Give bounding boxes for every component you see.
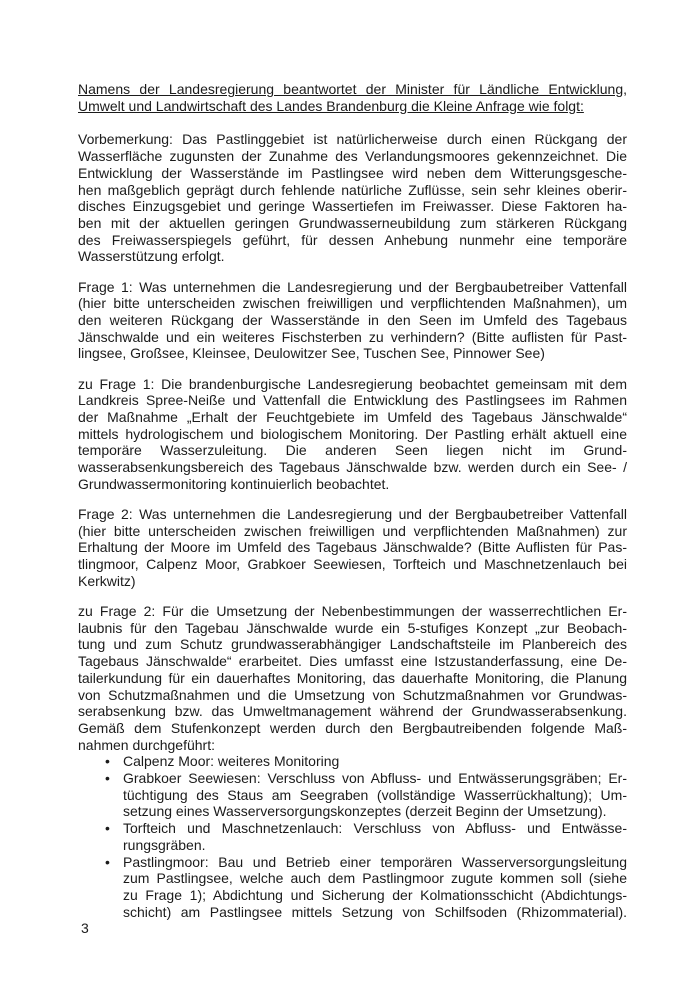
text-line: (hier bitte unterscheiden zwischen freiwilligen und verpflichtenden Maßnahmen) zur [78, 522, 627, 539]
blocks-root [78, 81, 627, 920]
bullet-item [78, 820, 627, 853]
text-line: Grabkoer Seewiesen: Verschluss von Abfluss- und Entwässerungsgräben; Er- [123, 770, 627, 787]
text-line: wasserabsenkungsbereich des Tagebaus Jänschwalde bzw. werden durch ein See- / [78, 459, 627, 476]
text-line: disches Einzugsgebiet und geringe Wassertiefen im Freiwasser. Diese Faktoren ha- [78, 198, 627, 215]
text-line: Pastlingmoor: Bau und Betrieb einer temporären Wasserversorgungsleitung [123, 853, 627, 870]
page-content [78, 81, 627, 920]
text-line: den weiteren Rückgang der Wasserstände in den Seen im Umfeld des Tagebaus [78, 311, 627, 328]
bullet-item [78, 753, 627, 770]
text-line: Tagebaus Jänschwalde“ erarbeitet. Dies umfasst eine Istzustanderfassung, eine De- [78, 653, 627, 670]
text-line: tung und zum Schutz grundwasserabhängiger Landschaftsteile im Planbereich des [78, 636, 627, 653]
text-line: Frage 1: Was unternehmen die Landesregierung und der Bergbaubetreiber Vattenfall [78, 278, 627, 295]
text-line: tlingmoor, Calpenz Moor, Grabkoer Seewiesen, Torfteich und Maschnetzenlauch bei [78, 556, 627, 573]
text-line: von Schutzmaßnahmen und die Umsetzung von Schutzmaßnahmen vor Grundwas- [78, 686, 627, 703]
page-number: 3 [81, 920, 89, 936]
text-line: Entwicklung der Wasserstände im Pastlingsee wird neben dem Witterungsgesche- [78, 164, 627, 181]
text-line: des Freiwasserspiegels geführt, für dessen Anhebung nunmehr eine temporäre [78, 231, 627, 248]
text-line: Wasserfläche zugunsten der Zunahme des Verlandungsmoores gekennzeichnet. Die [78, 148, 627, 165]
bullet-dot-icon: • [105, 820, 110, 837]
text-line: temporäre Wasserzuleitung. Die anderen Seen liegen nicht im Grund- [78, 442, 627, 459]
text-line: laubnis für den Tagebau Jänschwalde wurde ein 5-stufiges Konzept „zur Beobach- [78, 619, 627, 636]
text-line: nahmen durchgeführt: [78, 736, 215, 753]
text-line: zum Pastlingsee, welche auch dem Pastlingmoor zugute kommen soll (siehe [123, 870, 627, 887]
text-line: lingsee, Großsee, Kleinsee, Deulowitzer See, Tuschen See, Pinnower See) [78, 345, 545, 362]
answer-intro-heading [78, 81, 627, 114]
text-line: Gemäß dem Stufenkonzept werden durch den Bergbautreibenden folgende Maß- [78, 719, 627, 736]
text-line: Jänschwalde und ein weiteres Fischsterben zu verhindern? (Bitte auflisten für Past- [78, 328, 627, 345]
text-line: zu Frage 1); Abdichtung und Sicherung der Kolmationsschicht (Abdichtungs- [123, 886, 627, 903]
frage-2-paragraph [78, 506, 627, 590]
bullet-dot-icon: • [105, 853, 110, 870]
text-line: serabsenkung bzw. das Umweltmanagement während der Grundwasserabsenkung. [78, 703, 627, 720]
text-line: der Maßnahme „Erhalt der Feuchtgebiete im Umfeld des Tagebaus Jänschwalde“ [78, 408, 627, 425]
bullet-dot-icon: • [105, 753, 110, 770]
text-line: Umwelt und Landwirtschaft des Landes Brandenburg die Kleine Anfrage wie folgt: [78, 97, 584, 114]
text-line: tüchtigung des Staus am Seegraben (vollständige Wasserrückhaltung); Um- [123, 786, 627, 803]
vorbemerkung-paragraph [78, 131, 627, 265]
text-line: zu Frage 2: Für die Umsetzung der Nebenbestimmungen der wasserrechtlichen Er- [78, 602, 627, 619]
text-line: Kerkwitz) [78, 572, 136, 589]
text-line: ben mit der aktuellen geringen Grundwasserneubildung zum stärkeren Rückgang [78, 214, 627, 231]
text-line: Calpenz Moor: weiteres Monitoring [123, 753, 340, 770]
frage-1-paragraph [78, 279, 627, 363]
text-line: schicht) am Pastlingsee mittels Setzung von Schilfsoden (Rhizommaterial). [123, 903, 627, 920]
text-line: rungsgräben. [123, 836, 206, 853]
text-line: Grundwassermonitoring kontinuierlich beobachtet. [78, 475, 390, 492]
text-line: Vorbemerkung: Das Pastlinggebiet ist natürlicherweise durch einen Rückgang der [78, 131, 627, 148]
antwort-frage-1-paragraph [78, 376, 627, 493]
text-line: zu Frage 1: Die brandenburgische Landesregierung beobachtet gemeinsam mit dem [78, 375, 627, 392]
text-line: Wasserstützung erfolgt. [78, 248, 225, 265]
antwort-frage-2-paragraph [78, 603, 627, 753]
text-line: Erhaltung der Moore im Umfeld des Tagebaus Jänschwalde? (Bitte Auflisten für Pas- [78, 539, 627, 556]
massnahmen-bullet-list [78, 753, 627, 920]
bullet-item [78, 854, 627, 921]
text-line: tailerkundung für ein dauerhaftes Monitoring, das dauerhafte Monitoring, die Planung [78, 669, 627, 686]
text-line: Torfteich und Maschnetzenlauch: Verschluss von Abfluss- und Entwässe- [123, 820, 627, 837]
text-line: mittels hydrologischem und biologischem Monitoring. Der Pastling erhält aktuell eine [78, 425, 627, 442]
text-line: Namens der Landesregierung beantwortet der Minister für Ländliche Entwicklung, [78, 81, 627, 97]
bullet-item [78, 770, 627, 820]
text-line: Landkreis Spree-Neiße und Vattenfall die Entwicklung des Pastlingsees im Rahmen [78, 392, 627, 409]
text-line: setzung eines Wasserversorgungskonzeptes (derzeit Beginn der Umsetzung). [123, 803, 607, 820]
text-line: hen maßgeblich geprägt durch fehlende natürliche Zuflüsse, sein sehr kleines oberir- [78, 181, 627, 198]
text-line: Frage 2: Was unternehmen die Landesregierung und der Bergbaubetreiber Vattenfall [78, 505, 627, 522]
bullet-dot-icon: • [105, 770, 110, 787]
text-line: (hier bitte unterscheiden zwischen freiwilligen und verpflichtenden Maßnahmen), um [78, 295, 627, 312]
